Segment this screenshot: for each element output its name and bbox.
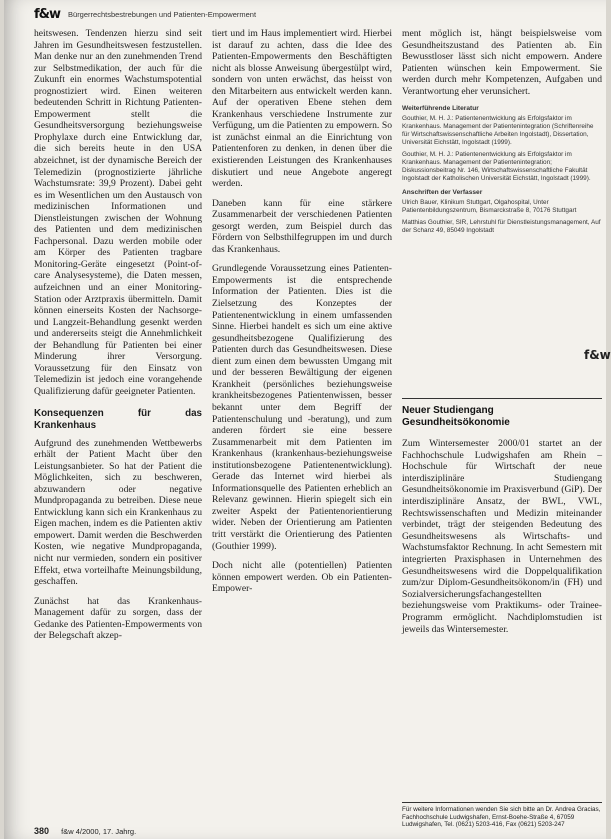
issue-info: f&w 4/2000, 17. Jahrg. <box>61 827 137 836</box>
section-heading: Konsequenzen für das Krankenhaus <box>34 407 202 431</box>
news-footnote: Für weitere Informationen wenden Sie sich bitte an Dr. Andrea Gracias, Fachhochschule Ludwigshafen, Ernst-Boehe-Straße 4, 67059 Ludwigshafen, Tel. (0621) 5203-416, Fax (0621) 5203-247 <box>402 806 601 829</box>
paragraph: ment möglich ist, hängt beispielsweise vom Gesundheitszustand des Patienten ab. Ein Bewusstloser lässt sich nicht empowern. Andere Patienten wünschen kein Empowerment. Sie werden durch mehr Kompetenzen, Aufgaben und Verantwortung eher verunsichert. <box>402 28 602 97</box>
paragraph: heitswesen. Tendenzen hierzu sind seit Jahren im Gesundheitswesen festzustellen. Man denke nur an den zunehmenden Trend zur Selbstmedikation, der auch für die Zukunft ein enormes Wachstumspotential prognostiziert wird. Einen weiteren bedeutenden Schritt in Richtung Patienten-Empowerment stellt die Gesundheitsversorgung beziehungsweise Prophylaxe durch eine Entwicklung dar, die sich bereits heute in den USA abzeichnet, ist der dynamische Bereich der Telemedizin (prognostizierte jährliche Wachstumsrate: 39,9 Prozent). Dabei geht es im Wesentlichen um den Austausch von medizinischen Informationen und Dienstleistungen zwischen der Wohnung des Patienten und dem medizinischen Fachpersonal. Dazu werden mobile oder am Körper des Patienten tragbare Monitoring-Geräte eingesetzt (Point-of-care Analysesysteme), die Daten messen, aufzeichnen und an einer Monitoring-Station oder Arztpraxis übermitteln. Damit können einerseits Kosten der Nachsorge- und Langzeit-Behandlung gesenkt werden und andererseits steigt die Annehmlichkeit der Behandlung für Patienten bei einer Minderung ihrer Versorgung. Voraussetzung für den Einsatz von Telemedizin ist jedoch eine vorangehende Qualifizierung dafür geeigneter Patienten. <box>34 28 202 397</box>
literature-entry: Gouthier, M. H. J.: Patientenentwicklung als Erfolgsfaktor im Krankenhaus. Management der Patientenintegration; Diskussionsbeitrag Nr. 146, Wirtschaftswissenschaftliche Fakultät Ingolstadt der Katholischen Universität Eichstätt, Ingolstadt (1999). <box>402 151 591 183</box>
divider <box>402 398 602 399</box>
page-header <box>34 6 256 22</box>
page-footer <box>34 826 136 836</box>
journal-logo: f&w <box>34 6 61 22</box>
column-3 <box>402 28 602 239</box>
news-body: Zum Wintersemester 2000/01 startet an der Fachhochschule Ludwigshafen am Rhein – Hochschule für Wirtschaft der neue interdisziplinäre Studiengang Gesundheitsökonomie im Praxisverbund (GiP). Der interdisziplinäre Ansatz, der BWL, VWL, Rechtswissenschaften und Medizin miteinander verbindet, trägt der steigenden Bedeutung des Gesundheitswesens als Wirtschafts- und Wachstumsfaktor Rechnung. In acht Semestern mit integrierten Praxisphasen in Unternehmen des Gesundheitswesens wird die Doppelqualifikation zum/zur Diplom-Gesundheitsökonom/in (FH) und Sozialversicherungsfachangestellten beziehungsweise vom Praktikums- oder Trainee-Programm ermöglicht. Nachdiplomstudien ist jeweils das Wintersemester. <box>402 438 602 635</box>
end-mark-logo: f&w <box>584 348 611 362</box>
authors-heading: Anschriften der Verfasser <box>402 189 483 197</box>
page-number: 380 <box>34 826 50 836</box>
running-title: Bürgerrechtsbestrebungen und Patienten-Empowerment <box>68 9 257 19</box>
column-2 <box>212 28 392 603</box>
news-title: Neuer Studiengang Gesundheitsökonomie <box>402 405 510 428</box>
paragraph: Grundlegende Voraussetzung eines Patienten-Empowerments ist die entsprechende Information der Patienten. Dies ist die Zielsetzung des Konzeptes der Patientenentwicklung in einem umfassenden Sinne. Hierbei handelt es sich um eine aktive gesundheitsbezogene Qualifizierung des Patienten durch das Gesundheitswesen. Diese dient zum einen dem bewussten Umgang mit und der besseren Bewältigung der eigenen Krankheit (persönliches beziehungsweise krankheitsbezogenes Patientenwissen, besser bekannt unter dem Begriff der Patientenschulung und -beratung), und zum anderen fördert sie eine bessere Zusammenarbeit mit dem Patienten im Krankenhaus (krankenhaus-beziehungsweise institutionsbezogene Patientenentwicklung). Gerade das Internet wird hierbei als Informationsquelle des Patienten erheblich an Relevanz gewinnen. Hierin spiegelt sich ein zweiter Aspekt der Patientenorientierung wider. Neben der Orientierung am Patienten tritt verstärkt die Orientierung des Patienten (Gouthier 1999). <box>212 263 392 552</box>
divider <box>402 802 602 803</box>
literature-heading: Weiterführende Literatur <box>402 105 479 113</box>
paragraph: Doch nicht alle (potentiellen) Patienten können empowert werden. Ob ein Patienten-Empower- <box>212 560 392 595</box>
author-address: Matthias Gouthier, SIR, Lehrstuhl für Dienstleistungsmanagement, Auf der Schanz 49, 85049 Ingolstadt <box>402 219 601 235</box>
literature-entry: Gouthier, M. H. J.: Patientenentwicklung als Erfolgsfaktor im Krankenhaus. Management der Patientenintegration (Schriftenreihe für Wirtschaftswissenschaftliche Arbeiten Ingolstadt), Dissertation, Universität Eichstätt, Ingolstadt (1999). <box>402 115 594 147</box>
paragraph: Zunächst hat das Krankenhaus-Management dafür zu sorgen, dass der Gedanke des Patienten-Empowerments von der Belegschaft akzep- <box>34 595 202 642</box>
literature-box <box>402 105 602 235</box>
author-address: Ulrich Bauer, Klinikum Stuttgart, Olgahospital, Unter Patientenbildungszentrum, Bismarckstraße 8, 70176 Stuttgart <box>402 199 577 215</box>
paragraph: Aufgrund des zunehmenden Wettbewerbs erhält der Patient Macht über den Leistungsanbieter. So hat der Patient die Möglichkeiten, sich zu beschweren, abzuwandern oder negative Mundpropaganda zu betreiben. Diese neue Entwicklung kann sich ein Krankenhaus zu Eigen machen, indem es die Patienten aktiv empowert. Damit werden die Beschwerden Kosten, wie negative Mundpropaganda, nicht nur vermieden, sondern ein positiver Effekt, etwa vorteilhafte Meinungsbildung, geschaffen. <box>34 437 202 588</box>
column-1 <box>34 28 202 650</box>
paragraph: tiert und im Haus implementiert wird. Hierbei ist darauf zu achten, dass die Idee des Patienten-Empowerments den Beschäftigten nicht als blosse Anweisung übergestülpt wird, sondern von unten erwächst, das heisst von den Mitarbeitern aus entwickelt werden kann. Auf der operativen Ebene stehen dem Krankenhaus verschiedene Instrumente zur Verfügung, um die Patienten zu empowern. So ist zunächst einmal an die Einrichtung von Patientenforen zu denken, in denen über die existierenden Leistungen des Krankenhauses diskutiert und neue Angebote angeregt werden. <box>212 28 392 190</box>
paragraph: Daneben kann für eine stärkere Zusammenarbeit der verschiedenen Patienten gesorgt werden, zum Beispiel durch das Fördern von Selbsthilfegruppen im und durch das Krankenhaus. <box>212 197 392 255</box>
page <box>4 0 611 839</box>
